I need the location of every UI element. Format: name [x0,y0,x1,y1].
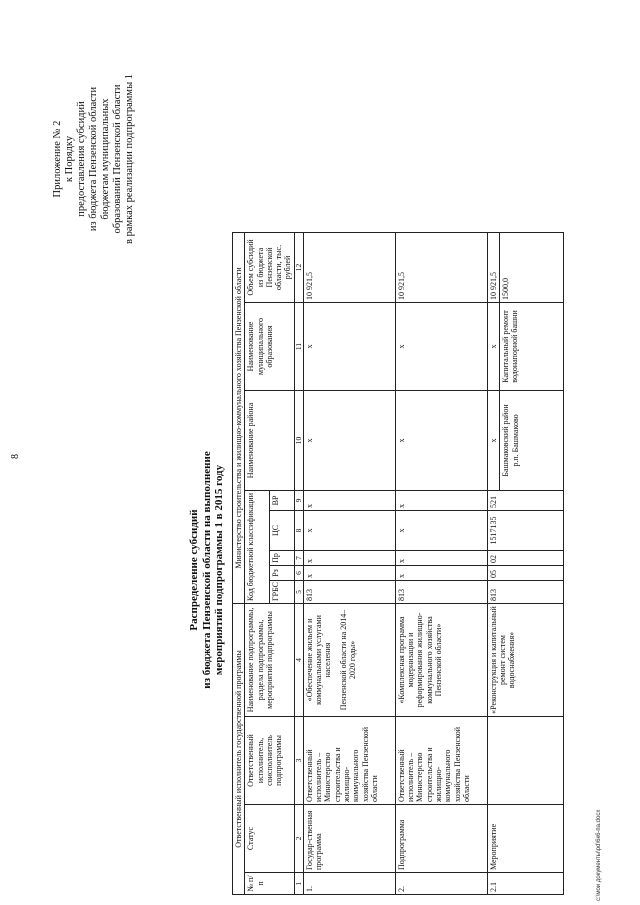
row-pr: 02 [487,550,563,565]
row-grbs: 813 [487,580,563,603]
table-row [303,232,395,894]
header-cs: ЦС [270,510,295,550]
title-line: из бюджета Пензенской области на выполнение [200,451,213,689]
header-budget-code: Код бюджетной классификации [245,490,270,603]
row-grbs: 813 [395,580,487,603]
column-number: 11 [294,302,303,390]
header-vr: ВР [270,490,295,510]
appendix-line: в рамках реализации подпрограммы 1 [124,73,135,245]
table-row [487,232,563,894]
row-cs: х [395,510,487,550]
row-status: Мероприятие [487,805,563,873]
row-name [303,603,395,716]
column-number: 7 [294,550,303,565]
file-path-footer: c:\мои документы\pd\6к6-па.docx [596,809,602,901]
row-vr: 521 [487,490,563,510]
group-header-row [233,232,245,894]
column-number: 12 [294,232,303,302]
row-cs: х [303,510,395,550]
column-number: 8 [294,510,303,550]
amount-line: 10 921,5 [488,233,500,302]
row-district [487,390,563,490]
column-header-row [245,232,270,894]
municipality-line: х [488,303,500,390]
appendix-line: Приложение № 2 [52,120,63,198]
header-amount: Объем субсидий из бюджета Пензенской области, тыс. рублей [245,232,294,302]
column-number: 1 [294,873,303,895]
column-number: 2 [294,805,303,873]
row-vr: х [303,490,395,510]
row-amount: 10 921,5 [395,232,487,302]
appendix-line: предоставления субсидий [76,101,87,217]
subsidy-table [232,232,564,895]
column-number: 3 [294,717,303,805]
row-municipality: х [303,302,395,390]
row-responsible [487,717,563,805]
row-responsible: Ответственный исполнитель – Министерство строительства и жилищно-коммунального хозяйства Пензенской области [395,717,487,805]
row-no: 2.1 [487,873,563,895]
document-title [188,420,226,720]
header-name: Наименование подпрограммы, раздела подпрограммы, мероприятий подпрограммы [245,603,294,716]
row-amount: 10 921,5 [303,232,395,302]
title-line: мероприятий подпрограммы 1 в 2015 году [213,464,225,676]
district-line: х [488,391,500,490]
page-number: 8 [10,454,21,459]
row-name-line: Пензенской области на 2014–2020 годы» [338,609,357,711]
appendix-line: образований Пензенской области [112,84,123,234]
district-line: Башмаковский район [501,404,511,477]
appendix-header [52,29,136,289]
group-right-header: Министерство строительства и жилищно-коммунального хозяйства Пензенской области [233,232,245,603]
row-rz: х [303,565,395,580]
row-rz: х [395,565,487,580]
column-number: 9 [294,490,303,510]
row-vr: х [395,490,487,510]
row-pr: х [303,550,395,565]
row-rz: 05 [487,565,563,580]
row-no: 1. [303,873,395,895]
row-name-line: «Обеспечение жильем и коммунальными услугами населения [304,615,333,705]
row-district: х [395,390,487,490]
header-pr: Пр [270,550,295,565]
row-district: х [303,390,395,490]
table-row [395,232,487,894]
header-no: № п/п [245,873,294,895]
header-status: Статус [245,805,294,873]
group-left-header: Ответственный исполнитель государственной программы [233,603,245,894]
row-status: Подпрограмма [395,805,487,873]
amount-line: 1500,0 [501,277,511,300]
municipality-line: Капитальный ремонт водонапорной башни [501,310,520,383]
appendix-line: к Порядку [64,135,75,183]
appendix-line: бюджетам муниципальных [100,98,111,220]
row-cs: 1517135 [487,510,563,550]
header-grbs: ГРБС [270,580,295,603]
row-status: Государ-ственная программа [303,805,395,873]
column-number: 6 [294,565,303,580]
column-number: 4 [294,603,303,716]
title-line: Распределение субсидий [188,509,200,631]
row-no: 2. [395,873,487,895]
row-municipality [487,302,563,390]
row-responsible: Ответственный исполнитель – Министерство строительства и жилищно-коммунального хозяйства Пензенской области [303,717,395,805]
row-grbs: 813 [303,580,395,603]
row-amount [487,232,563,302]
row-name: «Реконструкция и капитальный ремонт систем водоснабжения» [487,603,563,716]
column-number: 10 [294,390,303,490]
header-rz: Рз [270,565,295,580]
row-pr: х [395,550,487,565]
header-responsible: Ответственный исполнитель, соисполнитель подпрограммы [245,717,294,805]
district-line: р.п. Башмаково [511,414,521,467]
header-municipality: Наименование муниципального образования [245,302,294,390]
appendix-line: из бюджета Пензенской области [88,86,99,232]
column-number-row [294,232,303,894]
row-municipality: х [395,302,487,390]
header-district: Наименование района [245,390,294,490]
column-number: 5 [294,580,303,603]
row-name: «Комплексная программа модернизации и реформирования жилищно-коммунального хозяйства Пензенской области» [395,603,487,716]
